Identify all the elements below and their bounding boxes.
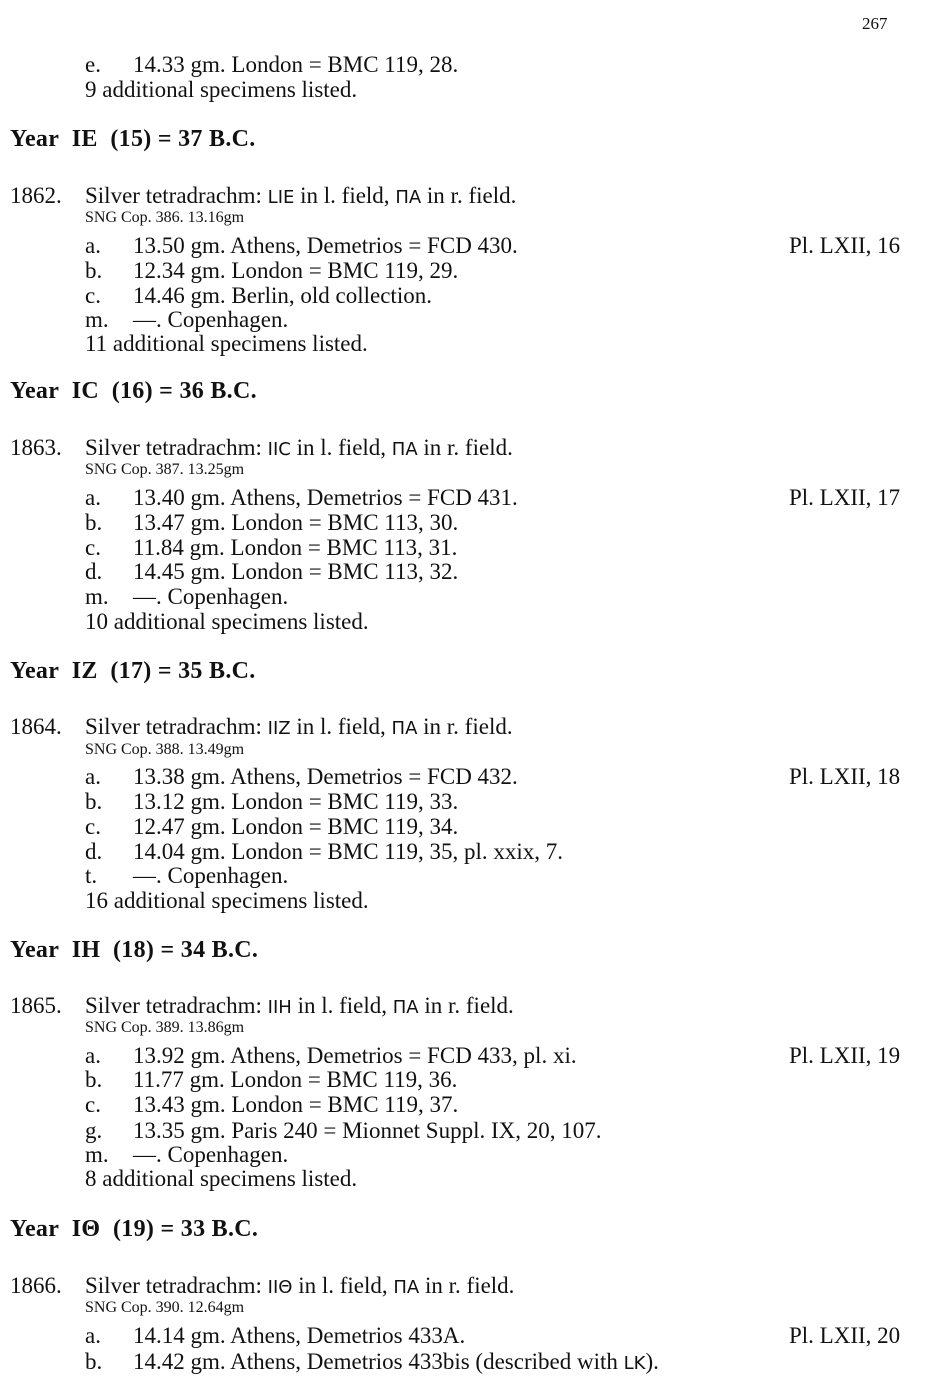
field-symbol-left: IIΘ — [267, 1277, 293, 1298]
field-symbol-left: IIZ — [267, 718, 291, 739]
specimen-line: c. 12.47 gm. London = BMC 119, 34. — [85, 814, 459, 839]
sng-reference: SNG Cop. 386. 13.16gm — [85, 209, 245, 226]
additional-specimens: 10 additional specimens listed. — [85, 609, 369, 634]
specimen-line: m. —. Copenhagen. — [85, 584, 289, 609]
catalog-entry-description: 1863. Silver tetradrachm: IIC in l. field, ΠA in r. field. — [10, 435, 513, 460]
sng-reference: SNG Cop. 387. 13.25gm — [85, 461, 245, 478]
catalog-entry-description: 1864. Silver tetradrachm: IIZ in l. field, ΠA in r. field. — [10, 714, 513, 739]
plate-reference: Pl. LXII, 16 — [789, 233, 901, 258]
specimen-line: a. 14.14 gm. Athens, Demetrios 433A. — [85, 1323, 466, 1348]
year-heading-prefix: Year — [10, 126, 60, 152]
plate-reference: Pl. LXII, 20 — [789, 1323, 901, 1348]
specimen-text: 14.33 gm. London = BMC 119, 28. — [133, 52, 459, 77]
description-text: Silver tetradrachm: — [85, 183, 262, 208]
specimen-line: a. 13.38 gm. Athens, Demetrios = FCD 432. — [85, 764, 518, 789]
specimen-line: c. 13.43 gm. London = BMC 119, 37. — [85, 1092, 459, 1117]
additional-specimens: 8 additional specimens listed. — [85, 1166, 358, 1191]
plate-reference: Pl. LXII, 18 — [789, 764, 901, 789]
additional-specimens: 16 additional specimens listed. — [85, 888, 369, 913]
field-symbol-left: LIE — [267, 187, 295, 208]
year-heading: Year IC (16) = 36 B.C. — [10, 378, 257, 404]
year-heading — [10, 126, 256, 153]
specimen-line: m. —. Copenhagen. — [85, 307, 289, 332]
specimen-line: c. 14.46 gm. Berlin, old collection. — [85, 283, 432, 308]
specimen-line: b. 12.34 gm. London = BMC 119, 29. — [85, 258, 459, 283]
specimen-line — [85, 52, 458, 77]
specimen-line: a. 13.40 gm. Athens, Demetrios = FCD 431. — [85, 485, 518, 510]
catalog-entry-description — [10, 183, 516, 210]
specimen-line: d. 14.04 gm. London = BMC 119, 35, pl. xxix, 7. — [85, 839, 563, 864]
specimen-line: b. 13.47 gm. London = BMC 113, 30. — [85, 510, 459, 535]
field-symbol-right: ΠA — [393, 1277, 420, 1298]
catalog-entry-description: 1865. Silver tetradrachm: IIH in l. field, ΠA in r. field. — [10, 993, 514, 1018]
specimen-line: b. 14.42 gm. Athens, Demetrios 433bis (described with LK). — [85, 1349, 659, 1374]
sng-reference: SNG Cop. 388. 13.49gm — [85, 741, 245, 758]
sng-reference: SNG Cop. 390. 12.64gm — [85, 1299, 245, 1316]
specimen-line: c. 11.84 gm. London = BMC 113, 31. — [85, 535, 458, 560]
specimen-line: b. 11.77 gm. London = BMC 119, 36. — [85, 1067, 458, 1092]
year-heading: Year IZ (17) = 35 B.C. — [10, 658, 256, 684]
field-symbol-left: IIH — [267, 997, 292, 1018]
catalog-number: 1862. — [10, 183, 62, 208]
specimen-line: b. 13.12 gm. London = BMC 119, 33. — [85, 789, 459, 814]
year-heading: Year IH (18) = 34 B.C. — [10, 937, 259, 963]
year-heading-rest: (15) = 37 B.C. — [110, 126, 256, 152]
specimen-letter: e. — [85, 52, 101, 77]
description-end: in r. field. — [426, 183, 517, 208]
year-heading-greek: IE — [71, 126, 98, 152]
additional-specimens: 11 additional specimens listed. — [85, 331, 368, 356]
plate-reference: Pl. LXII, 19 — [789, 1043, 901, 1068]
catalog-entry-description: 1866. Silver tetradrachm: IIΘ in l. field, ΠA in r. field. — [10, 1273, 515, 1298]
year-heading: Year IΘ (19) = 33 B.C. — [10, 1216, 259, 1242]
specimen-line: a. 13.92 gm. Athens, Demetrios = FCD 433, pl. xi. — [85, 1043, 577, 1068]
specimen-line: a. 13.50 gm. Athens, Demetrios = FCD 430. — [85, 233, 518, 258]
field-symbol-left: IIC — [267, 439, 291, 460]
specimen-line: t. —. Copenhagen. — [85, 863, 289, 888]
field-symbol-right: ΠA — [392, 997, 419, 1018]
plate-reference: Pl. LXII, 17 — [789, 485, 901, 510]
specimen-line: g. 13.35 gm. Paris 240 = Mionnet Suppl. IX, 20, 107. — [85, 1118, 602, 1143]
field-symbol-right: ΠA — [391, 718, 418, 739]
additional-specimens: 9 additional specimens listed. — [85, 77, 358, 102]
specimen-line: m. —. Copenhagen. — [85, 1142, 289, 1167]
page-number: 267 — [862, 14, 888, 33]
field-symbol-right: ΠA — [395, 187, 422, 208]
sng-reference: SNG Cop. 389. 13.86gm — [85, 1019, 245, 1036]
description-middle: in l. field, — [300, 183, 390, 208]
inline-symbol: LK — [623, 1353, 646, 1374]
specimen-line: d. 14.45 gm. London = BMC 113, 32. — [85, 559, 459, 584]
field-symbol-right: ΠA — [391, 439, 418, 460]
